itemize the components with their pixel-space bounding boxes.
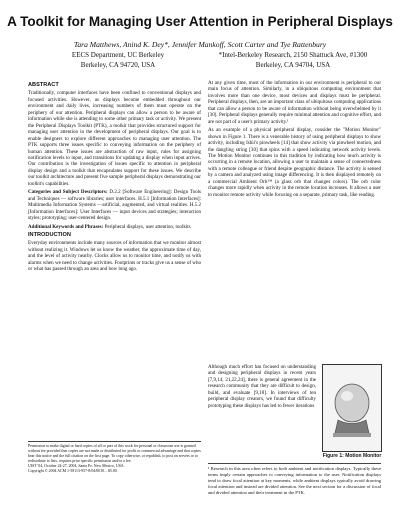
right-paragraph-3: Although much effort has focused on understanding and designing peripheral displays in recent years [7,9,14, 21,22,24], there is general agreement in the research community that they are difficult to design, build, and evaluate [9,18]. In interviews of ten peripheral display creators, we found that difficulty prototyping these displays has led to fewer iterations (208, 364, 316, 409)
footnote (208, 463, 381, 496)
affiliation-right-line2: Berkeley, CA 94704, USA (255, 60, 331, 69)
figure-caption: Figure 1: Motion Monitor (322, 453, 382, 459)
keywords-label: Additional Keywords and Phrases: (28, 223, 104, 230)
affiliation-right-line1: *Intel-Berkeley Research, 2150 Shattuck Ave, #1300 (218, 51, 368, 59)
keywords-paragraph (28, 224, 201, 230)
affiliation-left-line1: EECS Department, UC Berkeley (71, 51, 165, 59)
motion-monitor-illustration (323, 365, 381, 451)
categories-paragraph (28, 189, 201, 221)
right-paragraph-2: As an example of a physical peripheral display, consider the "Motion Monitor" shown in Figure 1. There is a venerable history of using peripheral displays to show activity, including Ishii's pinwheels [14] that show activity via pinwheel motion, and the dangling string [30] that spins with a speed indicating network activity levels. The Motion Monitor continues in this tradition by indicating how much activity is occurring in a remote location, allowing a user to maintain a sense of connectedness with a remote colleague or friend despite geographic distance. The activity is sensed by a camera and analyzed using image differencing. It is then displayed remotely on a commercial Ambient Orb™ (a glass orb that changes colors). The orb color changes more rapidly when activity in the remote location increases. It allows a user to monitor remote activity while focusing on a separate, primary task, like reading. (208, 127, 381, 198)
permission-text: Permission to make digital or hard copies of all or part of this work for personal or classroom use is granted without fee provided that copies are not made or distributed for profit or commercial advantage and that copies bear this notice and the full citation on the first page. To copy otherwise, or republish, to post on servers or to redistribute to lists, requires prior specific permission and/or a fee. (28, 444, 201, 463)
abstract-heading: ABSTRACT (28, 82, 59, 88)
affiliation-right (208, 51, 378, 70)
introduction-heading: INTRODUCTION (28, 231, 71, 238)
footnote-text: ¹ Research in this area often refers to both ambient and notification displays. Typically these terms imply certain approaches to conveying information to the user. Notification displays tend to draw focal attention at key moments, while ambient displays typically avoid drawing focal attention and instead are divided attention. See the next section for a discussion of focal and divided attention and their treatment in the PTK. (208, 466, 381, 495)
keywords-text: Peripheral displays, user attention, toolkits (104, 223, 191, 230)
paper-title: A Toolkit for Managing User Attention in Peripheral Displays (7, 14, 393, 29)
right-column (208, 80, 381, 200)
categories-text: D.2.2 [Software Engineering]: Design Tools and Techniques — software libraries; user interfaces. H.5.1 [Information Interfaces]: Multimedia Information Systems —artificial, augmented, and virtual realities. H.5.2 [Information Interfaces]: User Interfaces — input devices and strategies; interaction styles; prototyping; user-centered design. (28, 189, 202, 222)
conference-line: UIST '04, October 24-27, 2004, Santa Fe, New Mexico, USA. (28, 463, 125, 468)
affiliation-left-line2: Berkeley, CA 94720, USA (80, 60, 156, 69)
affiliation-left (38, 51, 198, 70)
introduction-text: Everyday environments include many sources of information that we monitor almost without realizing it. Windows let us know the weather, the approximate time of day, and the level of activity nearby. Clocks allow us to monitor time, and notify us with alarms when we need to change activities. Footprints or tracks give us a sense of who or what has passed through an area and how long ago. (28, 240, 201, 273)
permission-notice (28, 441, 201, 473)
categories-label: Categories and Subject Descriptors: (28, 189, 108, 196)
copyright-line: Copyright © 2004 ACM 1-58113-957-8/04/0010... $5.00. (28, 468, 118, 473)
right-paragraph-3-wrap (208, 364, 316, 409)
left-column (28, 80, 201, 275)
author-list: Tara Matthews, Anind K. Dey*, Jennifer Mankoff, Scott Carter and Tye Rattenbury (73, 40, 327, 49)
abstract-text: Traditionally, computer interfaces have been confined to conventional displays and focused activities. However, as displays become embedded throughout our environment and daily lives, increasing numbers of them must operate on the periphery of our attention. Peripheral displays can allow a person to be aware of information while she is attending to some other primary task or activity. We present the Peripheral Displays Toolkit (PTK), a toolkit that provides structured support for managing user attention in the development of peripheral displays. Our goal is to enable designers to explore different approaches to managing user attention. The PTK supports three issues specific to conveying information on the periphery of human attention. These issues are abstraction of raw input, rules for assigning notification levels to input, and transitions for updating a display when input arrives. Our contribution is the investigation of issues specific to attention in peripheral display design and a toolkit that encapsulates support for these issues. We describe our toolkit architecture and present five sample peripheral displays demonstrating our toolkit's capabilities. (28, 90, 201, 187)
motion-monitor-figure (322, 364, 382, 452)
right-paragraph-1: At any given time, most of the information in our environment is peripheral to our main focus of attention. Similarly, in a ubiquitous computing environment that involves more than one device, most devices and displays must be peripheral. Peripheral displays, then, are an important class of ubiquitous computing applications that can allow a person to be aware of information without being overwhelmed by it [30]. Peripheral displays generally require minimal attention and cognitive effort, and are not part of a user's primary activity.¹ (208, 80, 381, 125)
